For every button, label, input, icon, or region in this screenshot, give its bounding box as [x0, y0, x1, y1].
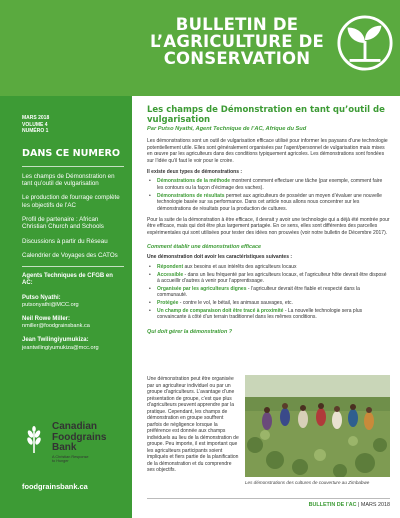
toc-item[interactable]: Calendrier de Voyages des CATOs	[22, 251, 118, 259]
characteristics-intro: Une démonstration doit avoir les caractéristiques suivantes :	[147, 254, 293, 261]
field-photo	[245, 375, 390, 477]
article-byline: Par Putso Nyathi, Agent Technique de l’AC, Afrique du Sud	[147, 126, 307, 133]
page-footer	[147, 498, 390, 508]
sprout-icon	[336, 14, 394, 72]
contact	[22, 295, 124, 309]
org-logo	[22, 422, 127, 472]
agents-heading: Agents Techniques de CFGB en AC:	[22, 272, 113, 287]
footer-separator: |	[356, 502, 361, 508]
list-item: • Organisée par les agriculteurs dignes - l’agriculteur devrait être fiable et respecté dans la communauté.	[157, 286, 390, 299]
contact-email[interactable]: putsonyathi@MCC.org	[22, 301, 79, 308]
list-item: • Un champ de comparaison doit être tracé à proximité - La nouvelle technologie sera plus convaincante à côté d’un terrain traditionnel dans les mêmes conditions.	[157, 308, 390, 321]
list-item: • Démonstrations de résultats permet aux agriculteurs de posséder un moyen d’évaluer une nouvelle technologie basée sur sa performance. Dans cet article nous allons nous concentrer sur les démonstrations de résultats pour la production de cultures.	[157, 193, 390, 212]
contact-email[interactable]: nmiller@foodgrainsbank.ca	[22, 323, 90, 330]
contact-name: Neil Rowe Miller:	[22, 315, 71, 322]
sidebar-divider	[22, 166, 124, 167]
toc-item[interactable]: Profil de partenaire : African Christian Church and Schools	[22, 215, 104, 231]
sidebar-divider	[22, 266, 124, 267]
article-column	[147, 376, 239, 474]
list-item: • Protégée - contre le vol, le bétail, les animaux sauvages, etc.	[157, 300, 390, 306]
article-paragraph: Une démonstration peut être organisée par un agriculteur individuel ou par un groupe d’agriculteurs. L’avantage d’une présentation de groupe, c’est que plus d’agriculteurs peuvent apprendre par la pratique. Cependant, les champs de démonstration en groupe souffrent parfois de négligence lorsque la préférence est donnée aux champs individuels au lieu de la démonstration de groupe. Peu importe, il est important que les agriculteurs participants soient impliqués et fiers partie de la planification de la démonstration et du comprendre ses objectifs.	[147, 376, 239, 473]
contact-name: Jean Twilingiyumukiza:	[22, 337, 89, 344]
subheading: Comment établir une démonstration efficace	[147, 244, 262, 251]
list-item: • Accessible - dans un lieu fréquenté par les agriculteurs locaux, et l’agriculteur hôte devrait être disposé à accueillir d’autres à venir pour l’apprentissage.	[157, 272, 390, 285]
toc-item[interactable]: Discussions à partir du Réseau	[22, 237, 108, 245]
article-title: Les champs de Démonstration en tant qu’outil de vulgarisation	[147, 105, 385, 126]
masthead	[0, 0, 400, 96]
contact-email[interactable]: jeantwilingiyumukiza@mcc.org	[22, 344, 99, 351]
footer-date: MARS 2018	[360, 502, 390, 508]
list-item: • Répondent aux besoins et aux intérêts des agriculteurs locaux	[157, 264, 390, 270]
list-item: • Démonstrations de la méthode montrent comment effectuer une tâche (par exemple, comment faire les contours ou la façon d’écimage des vaches).	[157, 178, 390, 191]
contact-name: Putso Nyathi:	[22, 294, 61, 301]
toc-heading: DANS CE NUMERO	[22, 147, 121, 159]
article	[147, 105, 390, 336]
contact	[22, 337, 124, 351]
issue-info: MARS 2018 VOLUME 4 NUMÉRO 1	[22, 115, 50, 134]
contact	[22, 316, 124, 330]
footer-label: BULLETIN DE l’AC	[308, 502, 357, 508]
org-name: Canadian Foodgrains Bank	[52, 421, 107, 453]
toc-item[interactable]: Les champs de Démonstration en tant qu’outil de vulgarisation	[22, 172, 115, 188]
article-paragraph: Pour la suite de la démonstration à être efficace, il devrait y avoir une technologie qui a déjà été montrée pour être efficace, mais qui doit être plus largement partagée. En ce sens, elles sont différentes des parcelles expérimentales qui sont utilisées pour tester des idées non prouvées (voir notre bulletin de Décembre 2017).	[147, 216, 390, 236]
characteristics-list	[147, 264, 390, 321]
toc-item[interactable]: Le production de fourrage complète les objectifs de l’AC	[22, 194, 120, 209]
newsletter-title: BULLETIN DE L’AGRICULTURE DE CONSERVATION	[150, 15, 324, 68]
wheat-icon	[22, 426, 46, 454]
website-link[interactable]: foodgrainsbank.ca	[22, 482, 88, 491]
photo-caption: Les démonstrations des cultures de couverture au Zimbabwe	[245, 480, 370, 485]
article-intro: Les démonstrations sont un outil de vulgarisation efficace utilisé pour informer les paysans d’une technologie potentiellement utile. Elles sont généralement organisées par l’agent/personnel de vulgarisation mais mises en œuvre par les agriculteurs dans des conditions typiquement agricoles. Les démonstrations sont fondées sur l’idée qu’il faut le voir pour le croire.	[147, 138, 388, 164]
subheading: Qui doit gérer la démonstration ?	[147, 328, 233, 335]
org-tagline: A Christian Response to Hunger	[52, 455, 89, 464]
types-list	[147, 178, 390, 212]
types-intro: Il existe deux types de démonstrations :	[147, 169, 243, 176]
